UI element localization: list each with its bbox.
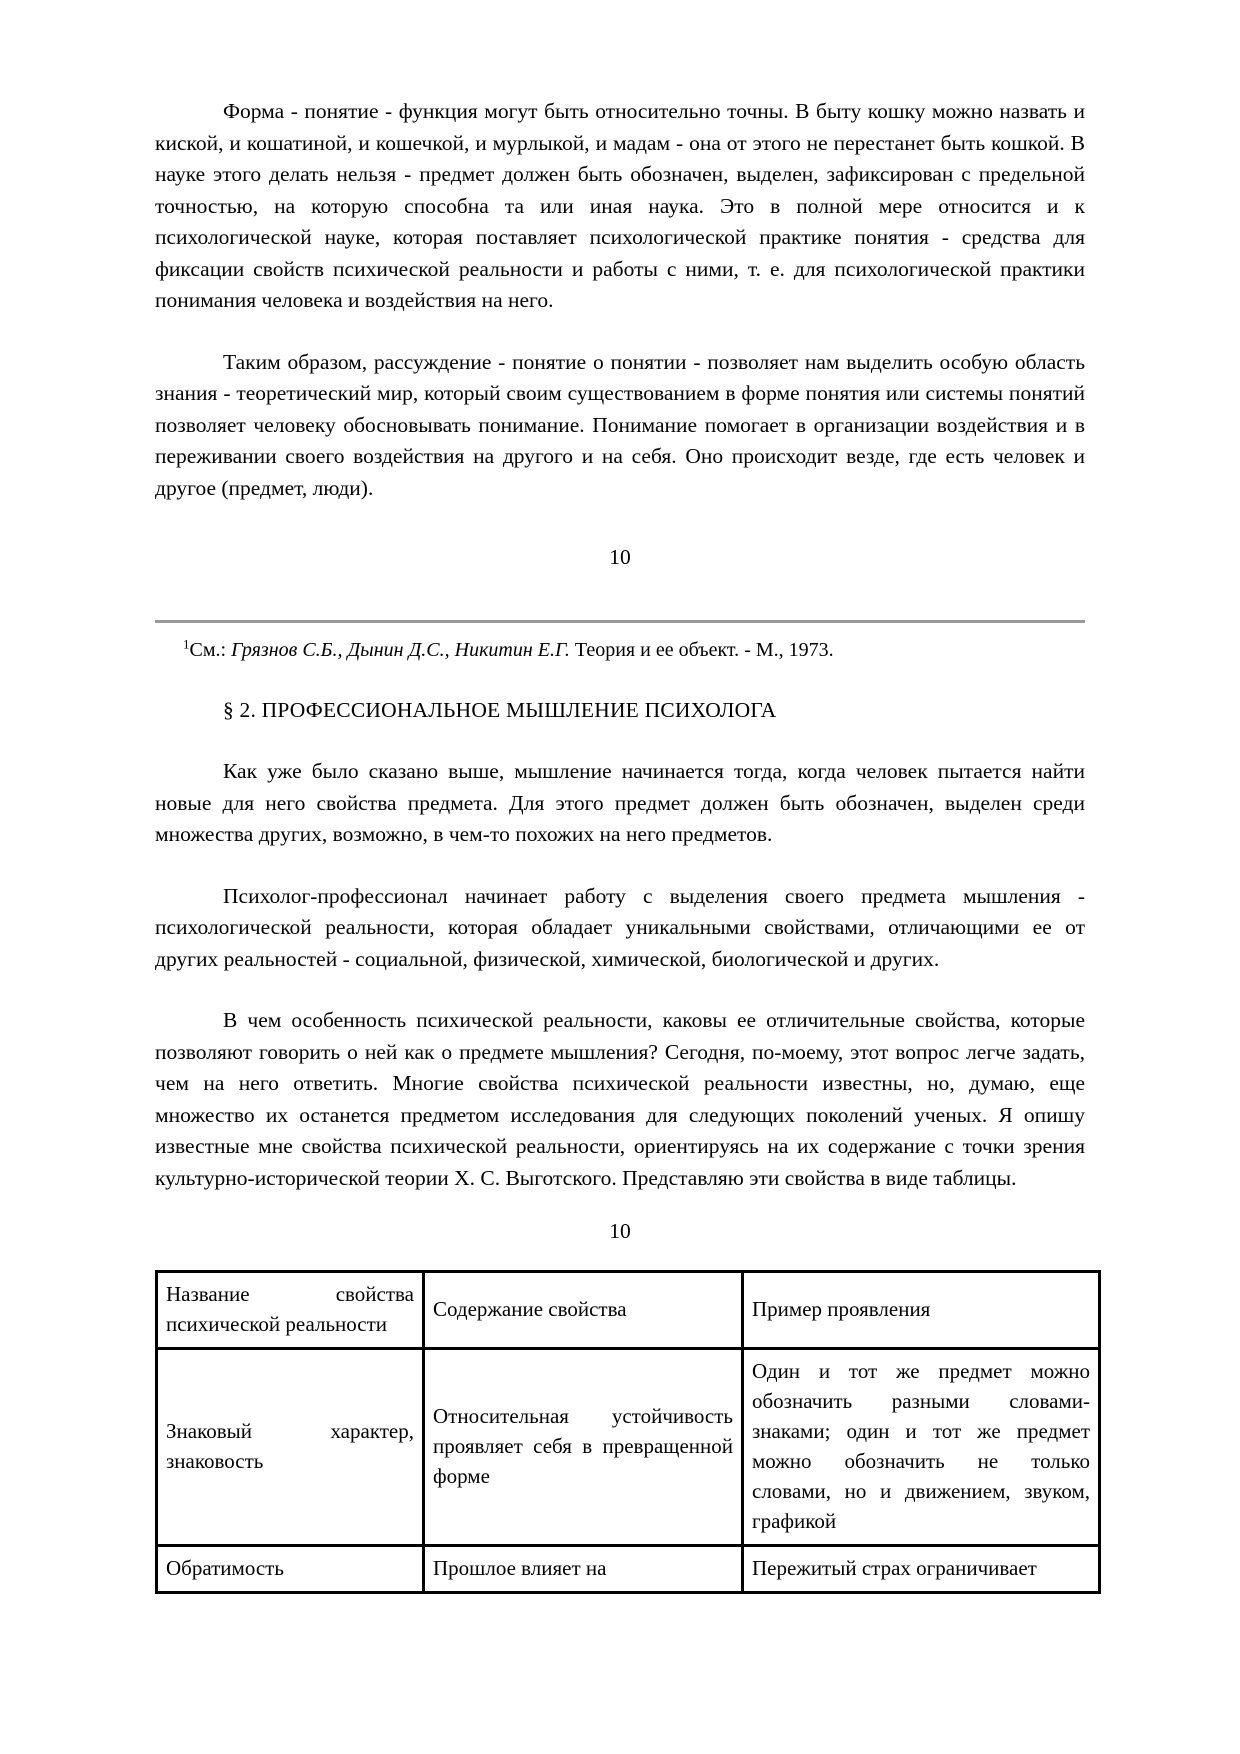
page-number-first: 10: [609, 545, 631, 569]
footnote-marker: 1: [183, 635, 190, 651]
table-header-label: Содержание свойства: [433, 1296, 627, 1321]
page-number-spacer-2: [155, 1194, 1085, 1216]
table-header-row: [157, 1271, 1100, 1348]
paragraph-1: Форма - понятие - функция могут быть относительно точны. В быту кошку можно назвать и киской, и кошатиной, и кошечкой, и мурлыкой, и мадам - она от этого не перестанет быть кошкой. В науке этого делать нельзя - предмет должен быть обозначен, выделен, зафиксирован с предельной точностью, на которую способна та или иная наука. Это в полной мере относится и к психологической науке, которая поставляет психологической практике понятия - средства для фиксации свойств психической реальности и работы с ними, т. е. для психологической практики понимания человека и воздействия на него.: [155, 99, 1085, 312]
paragraph-4: Психолог-профессионал начинает работу с выделения своего предмета мышления - психологической реальности, которая обладает уникальными свойствами, отличающими ее от других реальностей - социальной, физической, химической, биологической и других.: [155, 883, 1085, 971]
footnote-rest: Теория и ее объект. - М., 1973.: [569, 638, 834, 661]
after-heading-spacer: [155, 726, 1085, 756]
table-spacer: [155, 1248, 1085, 1270]
table-header-label: Пример проявления: [752, 1296, 931, 1321]
table-cell-name: [157, 1545, 424, 1592]
page-number-spacer: [155, 504, 1085, 542]
page-content: [155, 96, 1090, 1594]
footnote-authors: Грязнов С.Б., Дынин Д.С., Никитин Е.Г.: [231, 638, 570, 661]
table-cell-content: [424, 1348, 743, 1545]
table-cell-example: [743, 1348, 1100, 1545]
table-row: [157, 1348, 1100, 1545]
section-heading: § 2. ПРОФЕССИОНАЛЬНОЕ МЫШЛЕНИЕ ПСИХОЛОГА: [223, 697, 777, 722]
footnote-spacer: [155, 574, 1085, 620]
table-cell-name: [157, 1348, 424, 1545]
section-title-spacer: [155, 665, 1085, 695]
page-number-second: 10: [609, 1219, 631, 1243]
footnote-prefix: См.:: [189, 638, 232, 661]
table-cell-content: [424, 1545, 743, 1592]
table-cell-text: Знаковый характер, знаковость: [166, 1418, 414, 1473]
footnote-gap: [155, 623, 1085, 635]
table-cell-example: [743, 1545, 1100, 1592]
paragraph-2: Таким образом, рассуждение - понятие о понятии - позволяет нам выделить особую область знания - теоретический мир, который своим существованием в форме понятия или системы понятий позволяет человеку обосновывать понимание. Понимание помогает в организации воздействия и в переживании своего воздействия на другого и на себя. Оно происходит везде, где есть человек и другое (предмет, люди).: [155, 349, 1085, 500]
table-cell-text: Обратимость: [166, 1555, 284, 1580]
table-cell-text: Пережитый страх ограничивает: [752, 1555, 1037, 1580]
paragraph-5: В чем особенность психической реальности, каковы ее отличительные свойства, которые позволяют говорить о ней как о предмете мышления? Сегодня, по-моему, этот вопрос легче задать, чем на него ответить. Многие свойства психической реальности известны, но, думаю, еще множество их останется предметом исследования для следующих поколений ученых. Я опишу известные мне свойства психической реальности, ориентируясь на их содержание с точки зрения культурно-исторической теории Х. С. Выготского. Представляю эти свойства в виде таблицы.: [155, 1008, 1085, 1190]
properties-table: [155, 1270, 1101, 1594]
table-header-cell-name: [157, 1271, 424, 1348]
paragraph-spacer: [155, 317, 1085, 347]
table-header-cell-example: [743, 1271, 1100, 1348]
table-cell-text: Прошлое влияет на: [433, 1555, 607, 1580]
paragraph-spacer-2: [155, 851, 1085, 881]
table-header-cell-content: [424, 1271, 743, 1348]
table-cell-text: Один и тот же предмет можно обозначить разными словами-знаками; один и тот же предмет можно обозначить не только словами, но и движением, звуком, графикой: [752, 1358, 1090, 1533]
paragraph-3: Как уже было сказано выше, мышление начинается тогда, когда человек пытается найти новые для него свойства предмета. Для этого предмет должен быть обозначен, выделен среди множества других, возможно, в чем-то похожих на него предметов.: [155, 759, 1085, 846]
paragraph-spacer-3: [155, 975, 1085, 1005]
footnote-text: [155, 635, 1085, 665]
table-row: [157, 1545, 1100, 1592]
table-cell-text: Относительная устойчивость проявляет себя в превращенной форме: [433, 1403, 733, 1488]
table-header-label: Название свойства психической реальности: [166, 1281, 414, 1336]
